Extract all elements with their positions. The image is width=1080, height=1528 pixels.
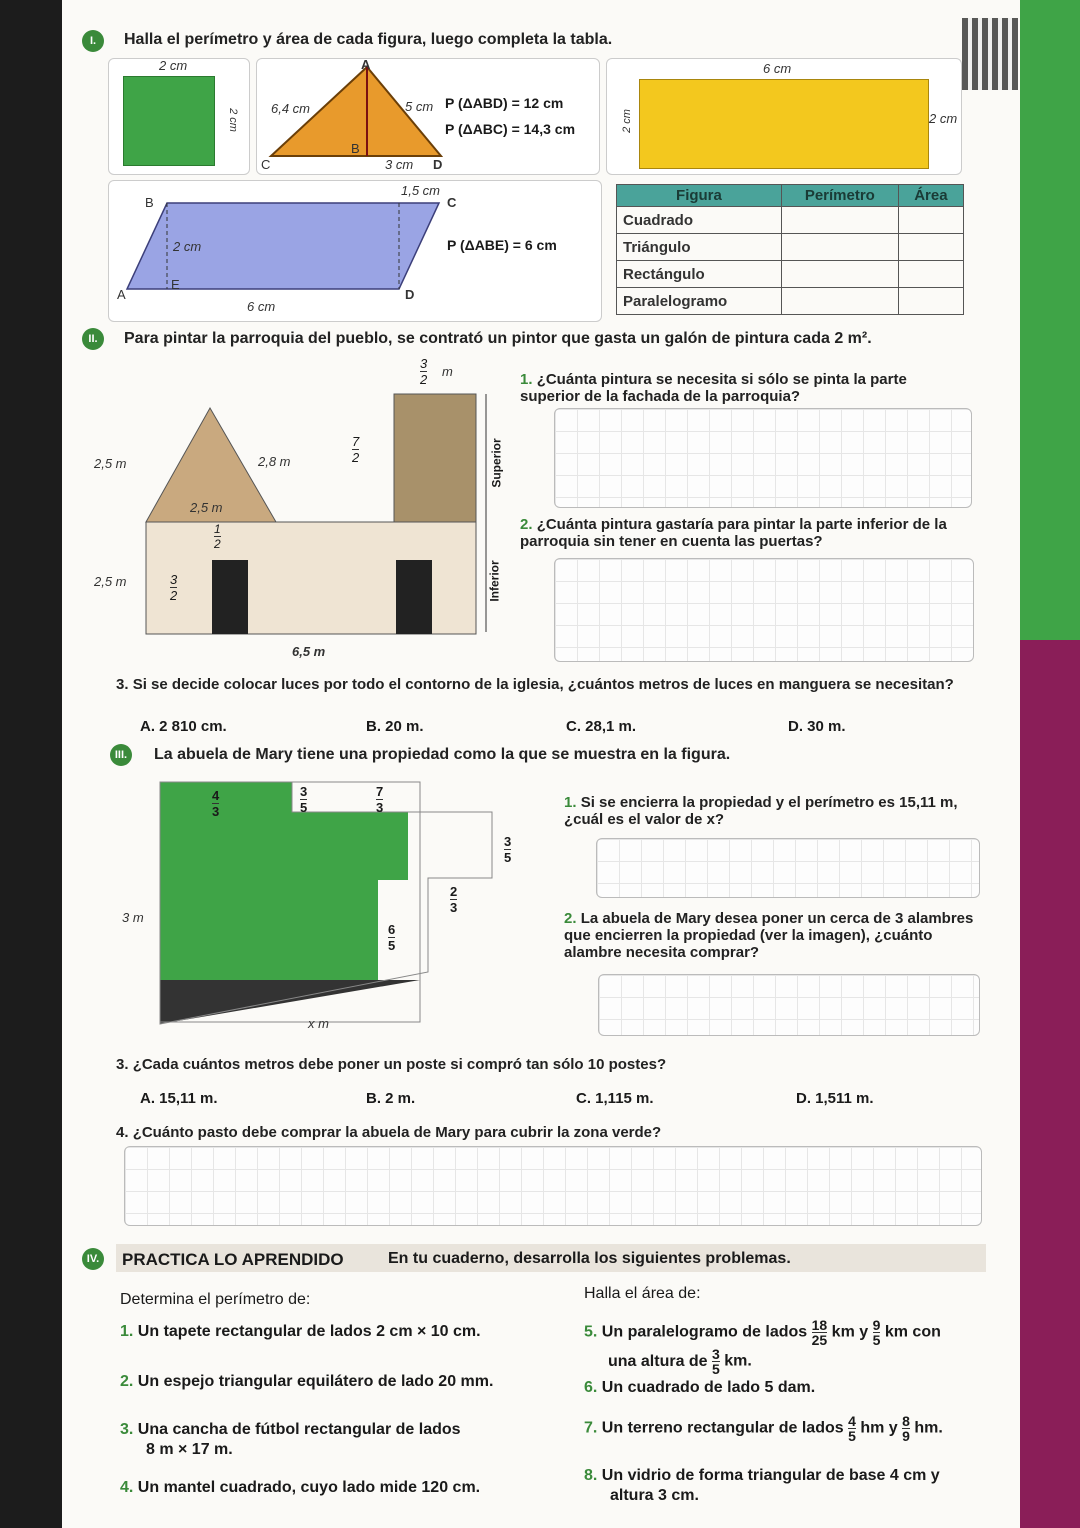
question-1: 1. Si se encierra la propiedad y el perímetro es 15,11 m, ¿cuál es el valor de x? bbox=[564, 794, 958, 828]
table-header: Figura bbox=[617, 185, 782, 207]
section-badge: III. bbox=[110, 744, 132, 766]
roof-height-label: 2,5 m bbox=[94, 456, 127, 471]
table-cell-figure: Triángulo bbox=[617, 234, 782, 261]
option-b[interactable]: B. 2 m. bbox=[366, 1090, 416, 1107]
question-1: 1. ¿Cuánta pintura se necesita si sólo se pinta la parte superior de la fachada de la parroquia? bbox=[520, 371, 907, 405]
inferior-label: Inferior bbox=[487, 560, 502, 602]
par-vertex-b: B bbox=[145, 195, 154, 210]
height-label: 3 m bbox=[122, 910, 144, 925]
square-side-label: 2 cm bbox=[226, 108, 239, 132]
problem-8: 8. Un vidrio de forma triangular de base 4 cm y altura 3 cm. bbox=[584, 1467, 940, 1504]
vertex-a: A bbox=[361, 57, 371, 72]
property-figure bbox=[120, 776, 540, 1042]
fraction-8-9: $\frac{8}{9}$ bbox=[902, 1413, 910, 1444]
question-3: 3. ¿Cada cuántos metros debe poner un poste si compró tan sólo 10 postes? bbox=[116, 1056, 667, 1073]
fraction-9-5: $\frac{9}{5}$ bbox=[872, 1317, 881, 1348]
option-d[interactable]: D. 1,511 m. bbox=[796, 1090, 874, 1107]
rectangle-side-label: 2 cm bbox=[929, 111, 958, 126]
triangle-right-label: 5 cm bbox=[405, 99, 434, 114]
wall-height-label: 2,5 m bbox=[94, 574, 127, 589]
triangle-figure-box bbox=[256, 58, 600, 175]
table-row bbox=[617, 207, 964, 234]
left-column-heading: Determina el perímetro de: bbox=[120, 1291, 311, 1308]
table-cell-area[interactable] bbox=[898, 234, 963, 261]
fraction-4-5: $\frac{4}{5}$ bbox=[848, 1413, 856, 1444]
rectangle-top-label: 6 cm bbox=[763, 61, 792, 76]
left-dark-margin bbox=[0, 0, 62, 1528]
answer-box-2[interactable] bbox=[598, 974, 980, 1036]
fraction-3-5-right: 3 5 bbox=[504, 834, 512, 865]
fraction-3-5: 3 5 bbox=[300, 784, 308, 815]
problem-7: 7. Un terreno rectangular de lados $\frac{4}{5}$ hm y $\frac{8}{9}$ hm. bbox=[584, 1413, 943, 1444]
option-d[interactable]: D. 30 m. bbox=[788, 718, 846, 735]
option-a[interactable]: A. 15,11 m. bbox=[140, 1090, 218, 1107]
yellow-rectangle bbox=[639, 79, 929, 169]
problem-2: 2. Un espejo triangular equilátero de lado 20 mm. bbox=[120, 1373, 494, 1390]
door-left bbox=[212, 560, 248, 634]
vertex-c: C bbox=[261, 157, 271, 172]
problem-4: 4. Un mantel cuadrado, cuyo lado mide 120 cm. bbox=[120, 1479, 481, 1496]
table-cell-area[interactable] bbox=[898, 288, 963, 315]
property-svg bbox=[120, 776, 540, 1042]
question-4: 4. ¿Cuánto pasto debe comprar la abuela de Mary para cubrir la zona verde? bbox=[116, 1124, 662, 1141]
par-top-label: 1,5 cm bbox=[401, 183, 441, 198]
option-c[interactable]: C. 1,115 m. bbox=[576, 1090, 654, 1107]
table-cell-figure: Paralelogramo bbox=[617, 288, 782, 315]
triangle-svg bbox=[257, 59, 599, 174]
table-header: Área bbox=[898, 185, 963, 207]
answer-box-2[interactable] bbox=[554, 558, 974, 662]
fraction-2-3: 2 3 bbox=[450, 884, 458, 915]
problem-3: 3. Una cancha de fútbol rectangular de lados 8 m × 17 m. bbox=[120, 1421, 461, 1458]
triangle-base-label: 3 cm bbox=[385, 157, 414, 172]
par-vertex-a: A bbox=[117, 287, 126, 302]
table-cell-perimeter[interactable] bbox=[781, 288, 898, 315]
par-vertex-d: D bbox=[405, 287, 415, 302]
right-magenta-tab bbox=[1020, 640, 1080, 1528]
option-b[interactable]: B. 20 m. bbox=[366, 718, 424, 735]
table-row bbox=[617, 261, 964, 288]
church-svg bbox=[86, 356, 506, 666]
problem-6: 6. Un cuadrado de lado 5 dam. bbox=[584, 1379, 816, 1396]
base-label: 6,5 m bbox=[292, 644, 326, 659]
table-row bbox=[617, 288, 964, 315]
parallelogram-figure-box bbox=[108, 180, 602, 322]
table-row bbox=[617, 234, 964, 261]
fraction-3-5: $\frac{3}{5}$ bbox=[712, 1346, 720, 1377]
rectangle-left-label: 2 cm bbox=[620, 109, 633, 133]
perimeter-abe: P (ΔABE) = 6 cm bbox=[447, 237, 557, 253]
property-top-strip bbox=[160, 782, 292, 812]
unit-label: m bbox=[442, 364, 453, 379]
section-badge: I. bbox=[82, 30, 104, 52]
church-tower bbox=[394, 394, 476, 522]
base-x-label: x m bbox=[308, 1016, 329, 1031]
fraction-6-5: 6 5 bbox=[388, 922, 396, 953]
fraction-18-25: $\frac{18}{25}$ bbox=[811, 1317, 828, 1348]
table-cell-area[interactable] bbox=[898, 261, 963, 288]
fraction-4-3: 4 3 bbox=[212, 788, 220, 819]
square-figure-box bbox=[108, 58, 250, 175]
section-title: La abuela de Mary tiene una propiedad como la que se muestra en la figura. bbox=[154, 746, 731, 763]
triangle-left-label: 6,4 cm bbox=[271, 101, 311, 116]
fraction-3-2: 3 2 bbox=[420, 356, 428, 387]
section-title: Para pintar la parroquia del pueblo, se contrató un pintor que gasta un galón de pintura cada 2 m². bbox=[124, 330, 872, 347]
practice-subtitle: En tu cuaderno, desarrolla los siguientes problemas. bbox=[388, 1250, 791, 1267]
par-vertex-c: C bbox=[447, 195, 457, 210]
question-2: 2. La abuela de Mary desea poner un cerca de 3 alambres que encierren la propiedad (ver la imagen), ¿cuánto alambre necesita comprar? bbox=[564, 910, 974, 961]
rectangle-figure-box bbox=[606, 58, 962, 175]
qr-code-icon bbox=[962, 18, 1018, 90]
table-cell-perimeter[interactable] bbox=[781, 234, 898, 261]
right-column-heading: Halla el área de: bbox=[584, 1285, 701, 1302]
fraction-7-2: 7 2 bbox=[352, 434, 360, 465]
problem-1: 1. Un tapete rectangular de lados 2 cm × 10 cm. bbox=[120, 1323, 481, 1340]
par-vertex-e: E bbox=[171, 277, 180, 292]
square-top-label: 2 cm bbox=[159, 58, 188, 73]
fraction-7-3: 7 3 bbox=[376, 784, 384, 815]
option-c[interactable]: C. 28,1 m. bbox=[566, 718, 637, 735]
perimeter-abc: P (ΔABC) = 14,3 cm bbox=[445, 121, 576, 137]
roof-base-label: 2,5 m bbox=[190, 500, 223, 515]
answer-box-1[interactable] bbox=[596, 838, 980, 898]
table-cell-perimeter[interactable] bbox=[781, 261, 898, 288]
par-base-label: 6 cm bbox=[247, 299, 276, 314]
par-height-label: 2 cm bbox=[173, 239, 202, 254]
fraction-3-2-door: 3 2 bbox=[170, 572, 178, 603]
door-right bbox=[396, 560, 432, 634]
fraction-1-2: 1 2 bbox=[214, 522, 221, 551]
vertex-d: D bbox=[433, 157, 443, 172]
green-square bbox=[123, 76, 215, 166]
question-3: 3. Si se decide colocar luces por todo el contorno de la iglesia, ¿cuántos metros de luces en manguera se necesitan? bbox=[116, 676, 954, 693]
roof-side-label: 2,8 m bbox=[258, 454, 291, 469]
section-title: Halla el perímetro y área de cada figura, luego completa la tabla. bbox=[124, 31, 613, 48]
table-cell-area[interactable] bbox=[898, 207, 963, 234]
option-a[interactable]: A. 2 810 cm. bbox=[140, 718, 227, 735]
problem-5: 5. Un paralelogramo de lados $\frac{18}{25}$ km y $\frac{9}{5}$ km con una altura de $\frac{3}{5}$ km. bbox=[584, 1317, 941, 1377]
section-badge: IV. bbox=[82, 1248, 104, 1270]
table-header: Perímetro bbox=[781, 185, 898, 207]
vertex-b: B bbox=[351, 141, 360, 156]
table-cell-figure: Cuadrado bbox=[617, 207, 782, 234]
right-green-tab bbox=[1020, 0, 1080, 640]
property-lower-block bbox=[160, 880, 378, 980]
table-cell-perimeter[interactable] bbox=[781, 207, 898, 234]
table-cell-figure: Rectángulo bbox=[617, 261, 782, 288]
figures-table bbox=[616, 184, 964, 315]
answer-box-1[interactable] bbox=[554, 408, 972, 508]
practice-title: PRACTICA LO APRENDIDO bbox=[122, 1250, 344, 1269]
answer-box-4[interactable] bbox=[124, 1146, 982, 1226]
church-figure bbox=[86, 356, 506, 666]
superior-label: Superior bbox=[489, 438, 504, 488]
question-2: 2. ¿Cuánta pintura gastaría para pintar la parte inferior de la parroquia sin tener en cuenta las puertas? bbox=[520, 516, 947, 550]
section-badge: II. bbox=[82, 328, 104, 350]
property-mid-block bbox=[160, 812, 408, 880]
dark-strip bbox=[160, 980, 420, 1024]
perimeter-abd: P (ΔABD) = 12 cm bbox=[445, 95, 564, 111]
